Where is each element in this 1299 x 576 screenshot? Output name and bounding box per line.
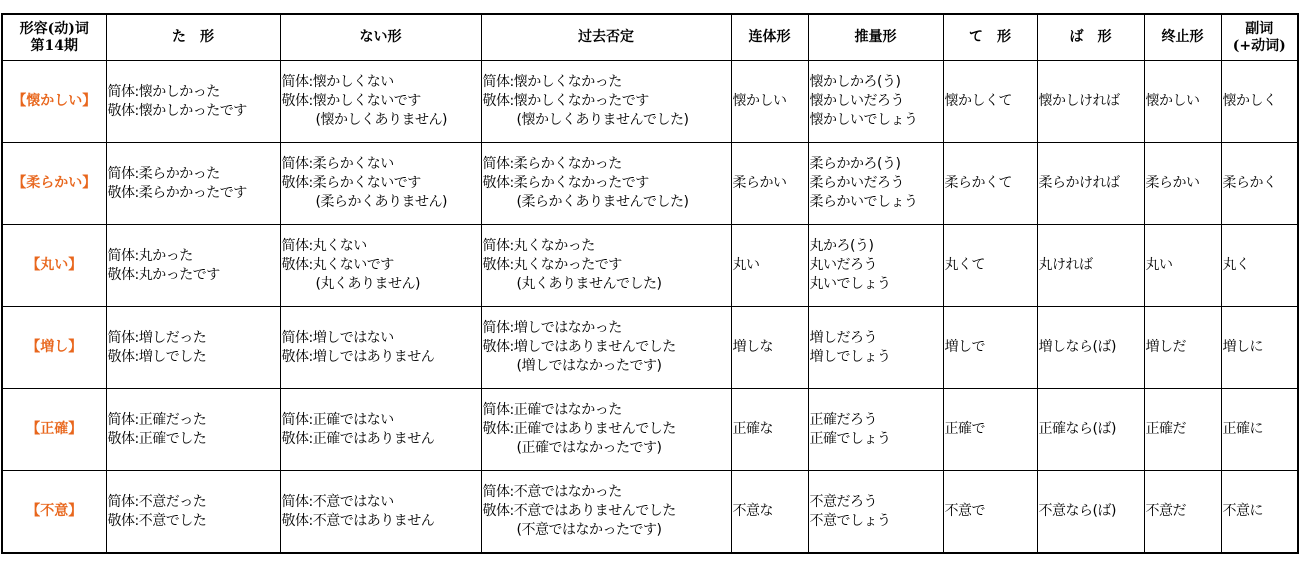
plain-form: 简体:増しではない bbox=[281, 329, 394, 346]
polite-form: 敬体:丸くなかったです bbox=[482, 257, 622, 273]
alt-polite-form: (柔らかくありません) bbox=[315, 194, 447, 210]
ba-form-cell: 柔らかければ bbox=[1037, 143, 1144, 225]
header-te-form: て 形 bbox=[943, 14, 1037, 61]
plain-form: 简体:不意ではなかった bbox=[482, 484, 622, 500]
suiryou-form-cell bbox=[808, 225, 943, 307]
polite-form: 敬体:不意ではありませんでした bbox=[482, 503, 676, 519]
header-past-negative: 过去否定 bbox=[481, 14, 731, 61]
plain-form: 简体:柔らかかった bbox=[107, 165, 220, 182]
plain-form: 简体:懐かしくない bbox=[281, 74, 394, 90]
polite-form: 敬体:丸かったです bbox=[107, 266, 220, 283]
alt-polite-form: (懐かしくありませんでした) bbox=[516, 112, 689, 128]
polite-form: 敬体:増しではありません bbox=[281, 348, 435, 365]
past-negative-cell bbox=[481, 471, 731, 554]
suiryou-line: 増しだろう bbox=[809, 329, 877, 346]
header-suiryou-form: 推量形 bbox=[808, 14, 943, 61]
plain-form: 简体:不意ではない bbox=[281, 493, 394, 510]
te-form-cell: 丸くて bbox=[943, 225, 1037, 307]
shuushi-form-cell: 正確だ bbox=[1144, 389, 1221, 471]
polite-form: 敬体:懐かしくなかったです bbox=[482, 93, 649, 109]
shuushi-form-cell: 丸い bbox=[1144, 225, 1221, 307]
table-row bbox=[2, 471, 1298, 554]
alt-polite-form: (丸くありませんでした) bbox=[516, 276, 662, 292]
polite-form: 敬体:不意でした bbox=[107, 512, 207, 529]
word-cell: 【正確】 bbox=[2, 389, 106, 471]
rentai-form-cell: 丸い bbox=[731, 225, 808, 307]
suiryou-form-cell bbox=[808, 307, 943, 389]
plain-form: 简体:増しではなかった bbox=[482, 320, 622, 336]
alt-polite-form: (増しではなかったです) bbox=[516, 358, 662, 374]
header-adverb-label: 副词 bbox=[1245, 20, 1274, 37]
nai-form-cell bbox=[280, 307, 481, 389]
polite-form: 敬体:正確ではありませんでした bbox=[482, 421, 676, 437]
suiryou-form-cell bbox=[808, 61, 943, 143]
suiryou-line: 不意だろう bbox=[809, 493, 877, 510]
rentai-form-cell: 柔らかい bbox=[731, 143, 808, 225]
te-form-cell: 柔らかくて bbox=[943, 143, 1037, 225]
header-adverb-sub: (+动词) bbox=[1232, 37, 1286, 54]
plain-form: 简体:不意だった bbox=[107, 493, 207, 510]
polite-form: 敬体:正確でした bbox=[107, 430, 207, 447]
adverb-cell: 正確に bbox=[1221, 389, 1298, 471]
suiryou-line: 正確でしょう bbox=[809, 430, 891, 447]
suiryou-line: 柔らかいだろう bbox=[809, 175, 904, 191]
suiryou-form-cell bbox=[808, 471, 943, 554]
ba-form-cell: 増しなら(ば) bbox=[1037, 307, 1144, 389]
nai-form-cell bbox=[280, 143, 481, 225]
plain-form: 简体:懐かしかった bbox=[107, 83, 220, 100]
suiryou-form-cell bbox=[808, 143, 943, 225]
adverb-cell: 柔らかく bbox=[1221, 143, 1298, 225]
word-cell: 【柔らかい】 bbox=[2, 143, 106, 225]
table-row bbox=[2, 143, 1298, 225]
te-form-cell: 不意で bbox=[943, 471, 1037, 554]
alt-polite-form: (柔らかくありませんでした) bbox=[516, 194, 689, 210]
header-issue-label: 第14期 bbox=[30, 37, 78, 54]
ta-form-cell bbox=[106, 225, 280, 307]
plain-form: 简体:正確ではない bbox=[281, 411, 394, 428]
ba-form-cell: 懐かしければ bbox=[1037, 61, 1144, 143]
nai-form-cell bbox=[280, 471, 481, 554]
suiryou-form-cell bbox=[808, 389, 943, 471]
plain-form: 简体:丸かった bbox=[107, 247, 193, 264]
adverb-cell: 丸く bbox=[1221, 225, 1298, 307]
header-adverb bbox=[1221, 14, 1298, 61]
plain-form: 简体:柔らかくない bbox=[281, 156, 394, 172]
word-cell: 【不意】 bbox=[2, 471, 106, 554]
table-row bbox=[2, 389, 1298, 471]
ta-form-cell bbox=[106, 307, 280, 389]
plain-form: 简体:増しだった bbox=[107, 329, 207, 346]
word-cell: 【懐かしい】 bbox=[2, 61, 106, 143]
rentai-form-cell: 正確な bbox=[731, 389, 808, 471]
polite-form: 敬体:増しでした bbox=[107, 348, 207, 365]
word-cell: 【丸い】 bbox=[2, 225, 106, 307]
past-negative-cell bbox=[481, 143, 731, 225]
nai-form-cell bbox=[280, 61, 481, 143]
suiryou-line: 懐かしいだろう bbox=[809, 93, 904, 109]
polite-form: 敬体:柔らかくなかったです bbox=[482, 175, 649, 191]
plain-form: 简体:柔らかくなかった bbox=[482, 156, 622, 172]
suiryou-line: 懐かしいでしょう bbox=[809, 112, 918, 128]
suiryou-line: 懐かしかろ(う) bbox=[809, 74, 901, 90]
past-negative-cell bbox=[481, 389, 731, 471]
shuushi-form-cell: 増しだ bbox=[1144, 307, 1221, 389]
polite-form: 敬体:丸くないです bbox=[281, 257, 394, 273]
polite-form: 敬体:懐かしくないです bbox=[281, 93, 421, 109]
conjugation-table bbox=[1, 13, 1299, 554]
alt-polite-form: (正確ではなかったです) bbox=[516, 440, 662, 456]
ta-form-cell bbox=[106, 143, 280, 225]
polite-form: 敬体:柔らかかったです bbox=[107, 184, 247, 201]
ba-form-cell: 不意なら(ば) bbox=[1037, 471, 1144, 554]
plain-form: 简体:懐かしくなかった bbox=[482, 74, 622, 90]
shuushi-form-cell: 柔らかい bbox=[1144, 143, 1221, 225]
polite-form: 敬体:不意ではありません bbox=[281, 512, 435, 529]
table-row bbox=[2, 61, 1298, 143]
rentai-form-cell: 増しな bbox=[731, 307, 808, 389]
shuushi-form-cell: 不意だ bbox=[1144, 471, 1221, 554]
plain-form: 简体:正確だった bbox=[107, 411, 207, 428]
ba-form-cell: 正確なら(ば) bbox=[1037, 389, 1144, 471]
adverb-cell: 不意に bbox=[1221, 471, 1298, 554]
plain-form: 简体:丸くなかった bbox=[482, 238, 595, 254]
polite-form: 敬体:増しではありませんでした bbox=[482, 339, 676, 355]
adverb-cell: 増しに bbox=[1221, 307, 1298, 389]
suiryou-line: 増しでしょう bbox=[809, 348, 891, 365]
suiryou-line: 柔らかいでしょう bbox=[809, 194, 918, 210]
suiryou-line: 不意でしょう bbox=[809, 512, 891, 529]
table-row bbox=[2, 225, 1298, 307]
suiryou-line: 柔らかかろ(う) bbox=[809, 156, 901, 172]
header-shuushi-form: 终止形 bbox=[1144, 14, 1221, 61]
header-word-issue bbox=[2, 14, 106, 61]
rentai-form-cell: 懐かしい bbox=[731, 61, 808, 143]
header-word-label: 形容(动)词 bbox=[19, 20, 89, 37]
ta-form-cell bbox=[106, 389, 280, 471]
word-cell: 【増し】 bbox=[2, 307, 106, 389]
header-nai-form: ない形 bbox=[280, 14, 481, 61]
suiryou-line: 丸いでしょう bbox=[809, 276, 891, 292]
te-form-cell: 懐かしくて bbox=[943, 61, 1037, 143]
suiryou-line: 正確だろう bbox=[809, 411, 877, 428]
nai-form-cell bbox=[280, 389, 481, 471]
plain-form: 简体:丸くない bbox=[281, 238, 367, 254]
alt-polite-form: (不意ではなかったです) bbox=[516, 522, 662, 538]
te-form-cell: 増しで bbox=[943, 307, 1037, 389]
past-negative-cell bbox=[481, 225, 731, 307]
polite-form: 敬体:正確ではありません bbox=[281, 430, 435, 447]
adverb-cell: 懐かしく bbox=[1221, 61, 1298, 143]
ba-form-cell: 丸ければ bbox=[1037, 225, 1144, 307]
table-row bbox=[2, 307, 1298, 389]
past-negative-cell bbox=[481, 307, 731, 389]
plain-form: 简体:正確ではなかった bbox=[482, 402, 622, 418]
header-ta-form: た 形 bbox=[106, 14, 280, 61]
alt-polite-form: (丸くありません) bbox=[315, 276, 420, 292]
polite-form: 敬体:懐かしかったです bbox=[107, 102, 247, 119]
suiryou-line: 丸かろ(う) bbox=[809, 238, 874, 254]
alt-polite-form: (懐かしくありません) bbox=[315, 112, 447, 128]
ta-form-cell bbox=[106, 61, 280, 143]
ta-form-cell bbox=[106, 471, 280, 554]
header-rentai-form: 连体形 bbox=[731, 14, 808, 61]
suiryou-line: 丸いだろう bbox=[809, 257, 877, 273]
past-negative-cell bbox=[481, 61, 731, 143]
te-form-cell: 正確で bbox=[943, 389, 1037, 471]
polite-form: 敬体:柔らかくないです bbox=[281, 175, 421, 191]
header-row bbox=[2, 14, 1298, 61]
nai-form-cell bbox=[280, 225, 481, 307]
header-ba-form: ば 形 bbox=[1037, 14, 1144, 61]
rentai-form-cell: 不意な bbox=[731, 471, 808, 554]
shuushi-form-cell: 懐かしい bbox=[1144, 61, 1221, 143]
